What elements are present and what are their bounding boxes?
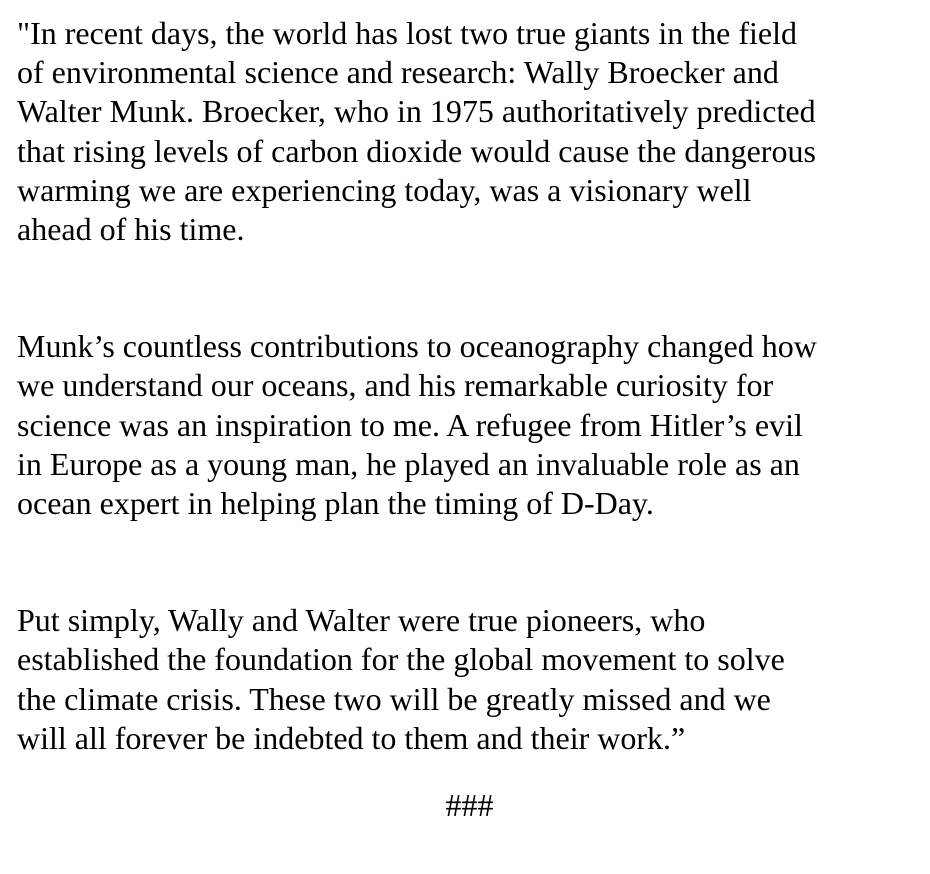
paragraph-2 — [17, 327, 922, 523]
text-line: we understand our oceans, and his remarkable curiosity for — [17, 367, 774, 404]
text-line: will all forever be indebted to them and their work.” — [17, 719, 686, 756]
text-line: of environmental science and research: Wally Broecker and — [17, 54, 779, 91]
paragraph-3 — [17, 601, 922, 758]
text-line: science was an inspiration to me. A refugee from Hitler’s evil — [17, 406, 803, 443]
text-line: warming we are experiencing today, was a visionary well — [17, 171, 752, 208]
text-line: "In recent days, the world has lost two true giants in the field — [17, 15, 797, 51]
text-line: established the foundation for the global movement to solve — [17, 641, 785, 678]
press-statement — [17, 14, 922, 825]
text-line: in Europe as a young man, he played an invaluable role as an — [17, 445, 800, 482]
text-line: ocean expert in helping plan the timing of D-Day. — [17, 485, 654, 522]
text-line: Walter Munk. Broecker, who in 1975 authoritatively predicted — [17, 93, 816, 130]
paragraph-1 — [17, 14, 922, 249]
end-of-release-mark: ### — [445, 787, 494, 824]
text-line: that rising levels of carbon dioxide would cause the dangerous — [17, 132, 816, 169]
text-line: Put simply, Wally and Walter were true pioneers, who — [17, 602, 706, 639]
text-line: ahead of his time. — [17, 211, 245, 248]
text-line: the climate crisis. These two will be greatly missed and we — [17, 680, 771, 717]
text-line: Munk’s countless contributions to oceanography changed how — [17, 328, 817, 365]
